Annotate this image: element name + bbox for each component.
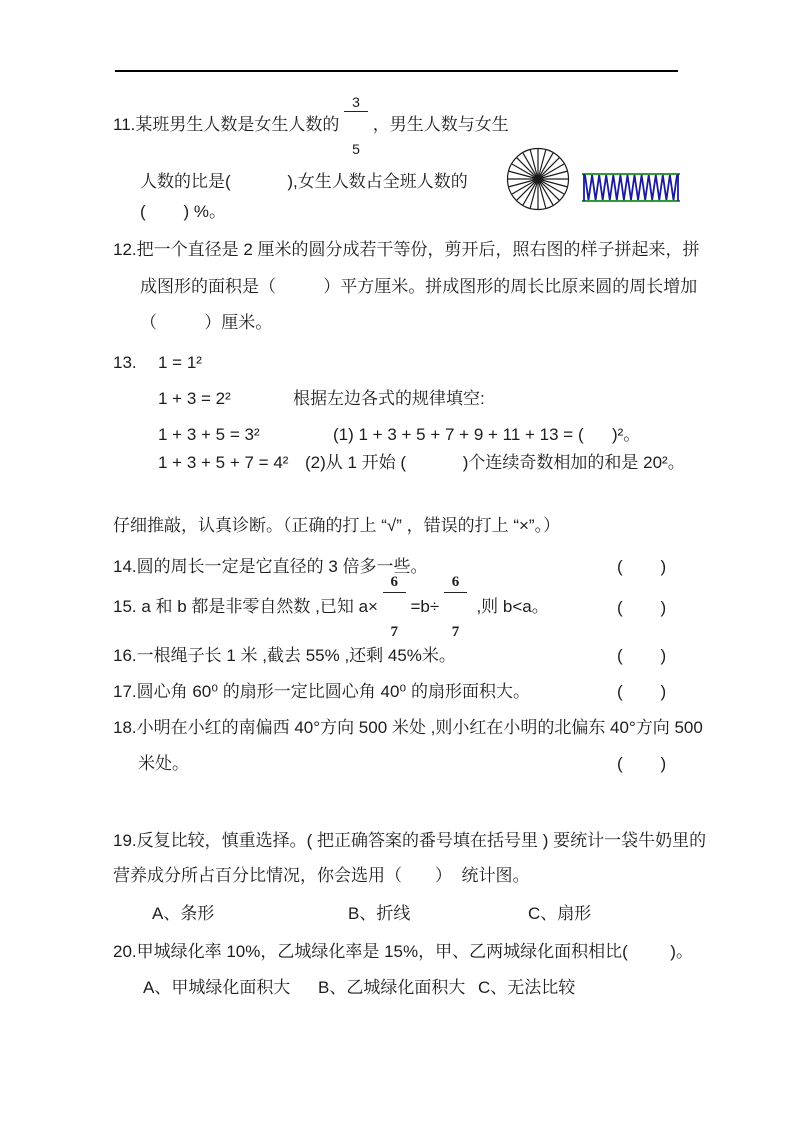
- q18-answer-paren: ( ): [617, 754, 667, 773]
- q16-answer-paren: ( ): [617, 646, 667, 665]
- q18-line2: 米处。: [138, 754, 189, 773]
- rearranged-sectors-figure: [582, 172, 680, 203]
- q20-option-a: A、甲城绿化面积大: [143, 978, 291, 997]
- q15-text-b: =b÷: [410, 597, 440, 616]
- header-rule: [115, 70, 678, 72]
- q15-answer-paren: ( ): [617, 598, 667, 617]
- q16-text: 16.一根绳子长 1 米 ,截去 55% ,还剩 45%米。: [113, 646, 456, 665]
- q19-line2: 营养成分所占百分比情况，你会选用（ ） 统计图。: [113, 866, 530, 885]
- q11-line3: ( ) %。: [140, 202, 226, 221]
- fraction-numerator: 3: [344, 95, 367, 112]
- q17-text: 17.圆心角 60⁰ 的扇形一定比圆心角 40⁰ 的扇形面积大。: [113, 682, 530, 701]
- fraction-numerator: 6: [444, 575, 467, 593]
- fraction-denominator: 7: [451, 623, 460, 640]
- q14-text: 14.圆的周长一定是它直径的 3 倍多一些。: [113, 557, 428, 576]
- fraction-three-fifths: [344, 67, 367, 184]
- q13-equation-1: 1 = 1²: [158, 353, 202, 372]
- q15-text-a: 15. a 和 b 都是非零自然数 ,已知 a×: [113, 597, 378, 616]
- fraction-numerator: 6: [383, 575, 406, 593]
- q19-option-c: C、扇形: [528, 904, 592, 923]
- q12-line3: （ ）厘米。: [140, 313, 273, 332]
- q13-number: 13.: [113, 353, 137, 372]
- q12-line1: 12.把一个直径是 2 厘米的圆分成若干等份，剪开后，照右图的样子拼起来，拼: [113, 240, 700, 259]
- q15-text: [113, 573, 549, 640]
- q20-line1: 20.甲城绿化率 10%，乙城绿化率是 15%，甲、乙两城绿化面积相比( )。: [113, 942, 693, 961]
- q20-option-b: B、乙城绿化面积大: [318, 978, 466, 997]
- judge-section-header: 仔细推敲，认真诊断。（正确的打上 “√” ，错误的打上 “×”。）: [113, 516, 561, 535]
- q13-subquestion-1: (1) 1 + 3 + 5 + 7 + 9 + 11 + 13 = ( )²。: [333, 425, 641, 444]
- q13-equation-4: 1 + 3 + 5 + 7 = 4²: [158, 453, 289, 472]
- q18-line1: 18.小明在小红的南偏西 40°方向 500 米处 ,则小红在小明的北偏东 40°方向 500: [113, 718, 703, 737]
- q20-option-c: C、无法比较: [478, 978, 576, 997]
- q15-text-c: ,则 b<a。: [471, 597, 549, 616]
- q19-option-a: A、条形: [152, 904, 215, 923]
- q13-equation-3: 1 + 3 + 5 = 3²: [158, 425, 260, 444]
- q11-text-before-fraction: 11.某班男生人数是女生人数的: [113, 115, 340, 134]
- q19-line1: 19.反复比较，慎重选择。( 把正确答案的番号填在括号里 ) 要统计一袋牛奶里的: [113, 831, 707, 850]
- q13-hint: 根据左边各式的规律填空:: [293, 389, 485, 408]
- q11-text-after-fraction: ，男生人数与女生: [372, 115, 509, 134]
- q11-line2: 人数的比是( ),女生人数占全班人数的: [140, 172, 468, 191]
- q14-answer-paren: ( ): [617, 557, 667, 576]
- q13-subquestion-2: (2)从 1 开始 ( )个连续奇数相加的和是 20²。: [305, 453, 685, 472]
- q19-option-b: B、折线: [348, 904, 411, 923]
- fraction-denominator: 7: [390, 623, 398, 640]
- fraction-denominator: 5: [352, 140, 360, 157]
- q11-line1: [113, 93, 509, 157]
- q13-equation-2: 1 + 3 = 2²: [158, 389, 231, 408]
- q17-answer-paren: ( ): [617, 682, 667, 701]
- q12-line2: 成图形的面积是（ ）平方厘米。拼成图形的周长比原来圆的周长增加: [140, 277, 698, 296]
- divided-circle-figure: [505, 146, 571, 212]
